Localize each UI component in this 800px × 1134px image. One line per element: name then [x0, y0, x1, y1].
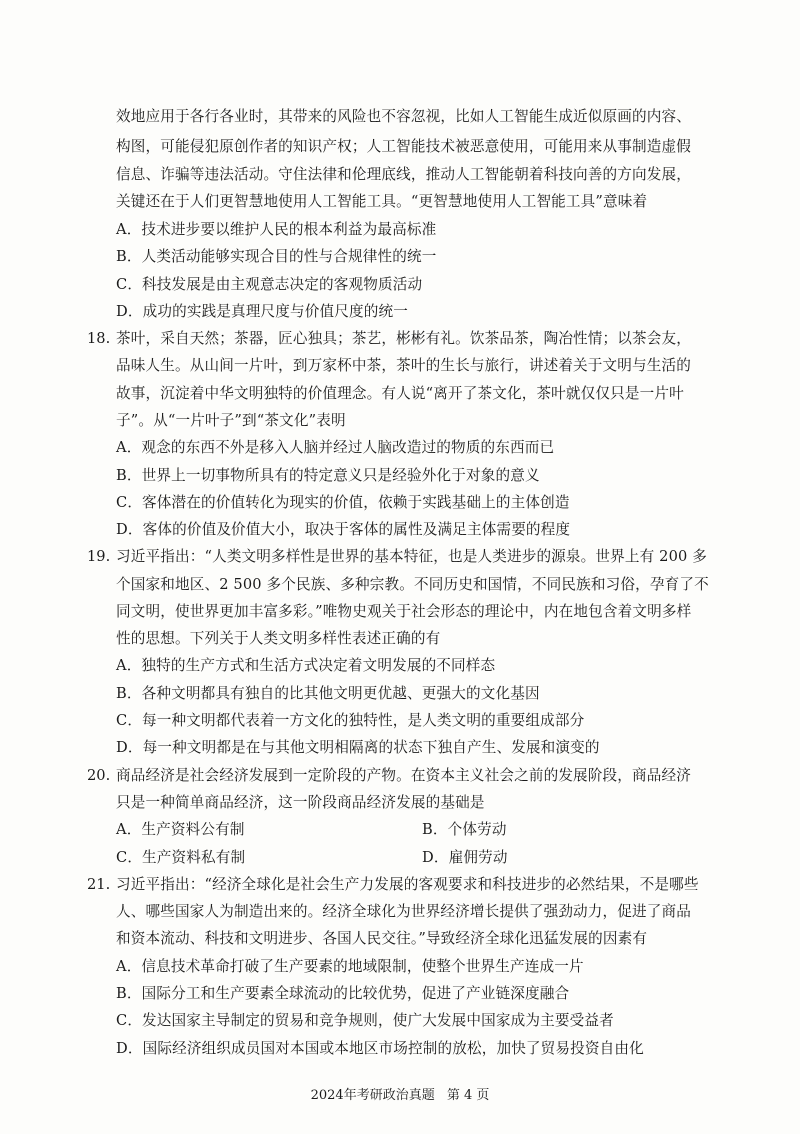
question-21-option-b: B．国际分工和生产要素全球流动的比较优势，促进了产业链深度融合 [116, 985, 570, 1002]
question-21-stem-line: 习近平指出：“经济全球化是社会生产力发展的客观要求和科技进步的必然结果，不是哪些 [116, 876, 699, 893]
question-17-option-d: D．成功的实践是真理尺度与价值尺度的统一 [116, 303, 408, 320]
question-19-stem-line: 同文明，使世界更加丰富多彩。”唯物史观关于社会形态的理论中，内在地包含着文明多样 [116, 603, 692, 620]
question-18-option-c: C．客体潜在的价值转化为现实的价值，依赖于实践基础上的主体创造 [116, 494, 570, 511]
question-20-option-a: A．生产资料公有制 [116, 821, 245, 838]
question-19-option-a: A．独特的生产方式和生活方式决定着文明发展的不同样态 [116, 657, 496, 674]
question-21-option-d: D．国际经济组织成员国对本国或本地区市场控制的放松，加快了贸易投资自由化 [116, 1040, 644, 1057]
question-18-stem-line: 子”。从“一片叶子”到“茶文化”表明 [116, 412, 346, 429]
question-19-stem-line: 性的思想。下列关于人类文明多样性表述正确的有 [116, 630, 441, 647]
question-18-option-a: A．观念的东西不外是移入人脑并经过人脑改造过的物质的东西而已 [116, 439, 555, 456]
question-20-option-c: C．生产资料私有制 [116, 849, 246, 866]
question-17-stem-line: 关键还在于人们更智慧地使用人工智能工具。“更智慧地使用人工智能工具”意味着 [116, 193, 648, 210]
question-19-number: 19. [87, 548, 111, 565]
page-footer [0, 1087, 800, 1105]
question-19-option-c: C．每一种文明都代表着一方文化的独特性，是人类文明的重要组成部分 [116, 712, 585, 729]
question-18-stem-line: 品味人生。从山间一片叶，到万家杯中茶，茶叶的生长与旅行，讲述着关于文明与生活的 [116, 357, 692, 374]
question-21-number: 21. [87, 876, 111, 893]
question-18-number: 18. [87, 330, 111, 347]
question-17-option-a: A．技术进步要以维护人民的根本利益为最高标准 [116, 221, 437, 238]
question-21-stem-line: 和资本流动、科技和文明进步、各国人民交往。”导致经济全球化迅猛发展的因素有 [116, 930, 648, 947]
question-17-option-c: C．科技发展是由主观意志决定的客观物质活动 [116, 276, 423, 293]
question-19-option-b: B．各种文明都具有独自的比其他文明更优越、更强大的文化基因 [116, 685, 540, 702]
question-20-number: 20. [87, 767, 111, 784]
question-21-option-a: A．信息技术革命打破了生产要素的地域限制，使整个世界生产连成一片 [116, 958, 584, 975]
question-17-stem-line: 效地应用于各行各业时，其带来的风险也不容忽视，比如人工智能生成近似原画的内容、 [116, 108, 692, 125]
question-20-option-d: D．雇佣劳动 [422, 849, 508, 866]
question-19-stem-line: 个国家和地区、2 500 多个民族、多种宗教。不同历史和国情，不同民族和习俗，孕育了不 [116, 576, 709, 593]
question-18-stem-line: 茶叶，采自天然；茶器，匠心独具；茶艺，彬彬有礼。饮茶品茶，陶冶性情；以茶会友， [116, 330, 692, 347]
question-17-stem-line: 信息、诈骗等违法活动。守住法律和伦理底线，推动人工智能朝着科技向善的方向发展， [116, 166, 692, 183]
question-18-option-d: D．客体的价值及价值大小，取决于客体的属性及满足主体需要的程度 [116, 521, 571, 538]
question-17-option-b: B．人类活动能够实现合目的性与合规律性的统一 [116, 248, 437, 265]
question-20-stem-line: 商品经济是社会经济发展到一定阶段的产物。在资本主义社会之前的发展阶段，商品经济 [116, 767, 692, 784]
question-20-option-b: B．个体劳动 [422, 821, 507, 838]
question-18-option-b: B．世界上一切事物所具有的特定意义只是经验外化于对象的意义 [116, 467, 540, 484]
footer-title: 2024年考研政治真题 [310, 1088, 435, 1103]
question-21-option-c: C．发达国家主导制定的贸易和竞争规则，使广大发展中国家成为主要受益者 [116, 1012, 614, 1029]
question-19-option-d: D．每一种文明都是在与其他文明相隔离的状态下独自产生、发展和演变的 [116, 739, 600, 756]
question-20-stem-line: 只是一种简单商品经济，这一阶段商品经济发展的基础是 [116, 794, 485, 811]
question-19-stem-line: 习近平指出：“人类文明多样性是世界的基本特征，也是人类进步的源泉。世界上有 200 多 [116, 548, 708, 565]
question-17-stem-line: 构图，可能侵犯原创作者的知识产权；人工智能技术被恶意使用，可能用来从事制造虚假 [116, 138, 692, 155]
question-18-stem-line: 故事，沉淀着中华文明独特的价值理念。有人说“离开了茶文化，茶叶就仅仅只是一片叶 [116, 385, 684, 402]
question-21-stem-line: 人、哪些国家人为制造出来的。经济全球化为世界经济增长提供了强劲动力，促进了商品 [116, 903, 692, 920]
footer-page-number: 第 4 页 [446, 1088, 490, 1103]
